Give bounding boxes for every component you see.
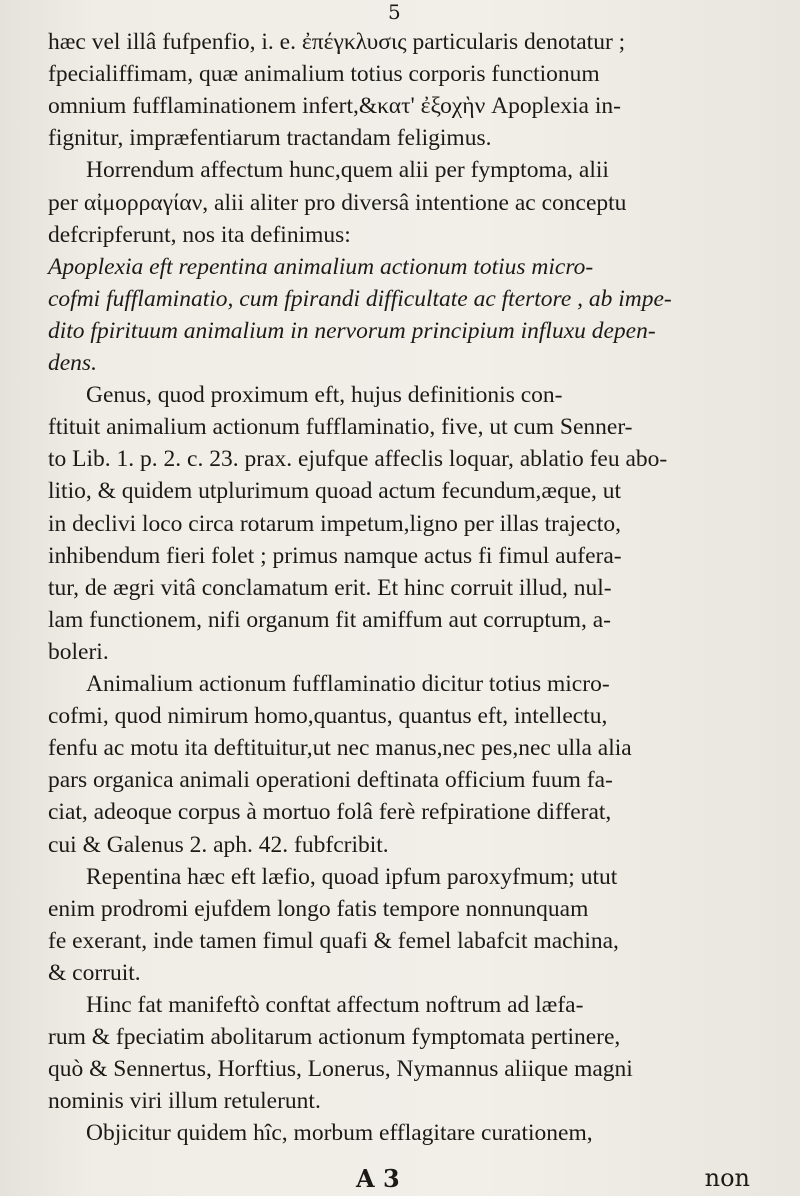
catchword: non — [704, 1164, 750, 1192]
text-line: inhibendum fieri folet ; primus namque actus fi fimul aufera- — [48, 542, 622, 569]
text-line: Animalium actionum fufflaminatio dicitur totius micro- — [86, 671, 610, 697]
text-line: cui & Galenus 2. aph. 42. fubfcribit. — [48, 831, 389, 858]
text-line: tur, de ægri vitâ conclamatum erit. Et hinc corruit illud, nul- — [48, 574, 612, 601]
text-line: litio, & quidem utplurimum quoad actum fecundum,æque, ut — [48, 478, 622, 505]
text-line: fpecialiffimam, quæ animalium totius corporis functionum — [48, 61, 600, 88]
text-line: & corruit. — [48, 959, 141, 986]
text-line: nominis viri illum retulerunt. — [48, 1088, 321, 1115]
page-number: 5 — [388, 0, 401, 24]
text-line: Repentina hæc eft læfio, quoad ipfum paroxyfmum; utut — [86, 863, 618, 890]
text-line: hæc vel illâ fufpenfio, i. e. ἐπέγκλυσις particularis denotatur ; — [48, 29, 626, 55]
text-line: quò & Sennertus, Horftius, Lonerus, Nymannus aliique magni — [48, 1056, 633, 1083]
text-line: Objicitur quidem hîc, morbum efflagitare curationem, — [86, 1120, 593, 1147]
text-line: fe exerant, inde tamen fimul quafi & femel labafcit machina, — [48, 927, 619, 954]
text-line: pars organica animali operationi deftinata officium fuum fa- — [48, 767, 613, 794]
text-line: omnium fufflaminationem infert,&κατ' ἐξοχὴν Apoplexia in- — [48, 93, 621, 120]
text-line: fignitur, impræfentiarum tractandam feligimus. — [48, 125, 492, 152]
text-line: rum & fpeciatim abolitarum actionum fymptomata pertinere, — [48, 1024, 621, 1051]
text-line: to Lib. 1. p. 2. c. 23. prax. ejufque affeclis loquar, ablatio feu abo- — [48, 446, 668, 473]
text-line: dito fpirituum animalium in nervorum principium influxu depen- — [48, 317, 656, 344]
text-line: dens. — [48, 350, 97, 376]
text-line: cofmi fufflaminatio, cum fpirandi difficultate ac ftertore , ab impe- — [48, 285, 672, 312]
text-line: Genus, quod proximum eft, hujus definitionis con- — [86, 382, 563, 409]
text-line: ciat, adeoque corpus à mortuo folâ ferè refpiratione differat, — [48, 799, 612, 826]
text-line: per αἰμορραγίαν, alii aliter pro diversâ intentione ac conceptu — [48, 189, 627, 216]
text-line: in declivi loco circa rotarum impetum,ligno per illas trajecto, — [48, 510, 621, 537]
text-line: Horrendum affectum hunc,quem alii per fymptoma, alii — [86, 157, 609, 184]
text-line: lam functionem, nifi organum fit amiffum aut corruptum, a- — [48, 606, 611, 633]
text-line: Hinc fat manifeftò conftat affectum noftrum ad læfa- — [86, 992, 584, 1018]
text-line: enim prodromi ejufdem longo fatis tempore nonnunquam — [48, 895, 589, 922]
text-line: cofmi, quod nimirum homo,quantus, quantus eft, intellectu, — [48, 703, 608, 730]
text-line: ftituit animalium actionum fufflaminatio, five, ut cum Senner- — [48, 414, 633, 441]
text-line: fenfu ac motu ita deftituitur,ut nec manus,nec pes,nec ulla alia — [48, 735, 632, 762]
signature-mark: A 3 — [356, 1164, 400, 1193]
text-line: Apoplexia eft repentina animalium actionum totius micro- — [48, 253, 594, 280]
text-line: defcripferunt, nos ita definimus: — [48, 221, 351, 248]
text-line: boleri. — [48, 638, 109, 665]
